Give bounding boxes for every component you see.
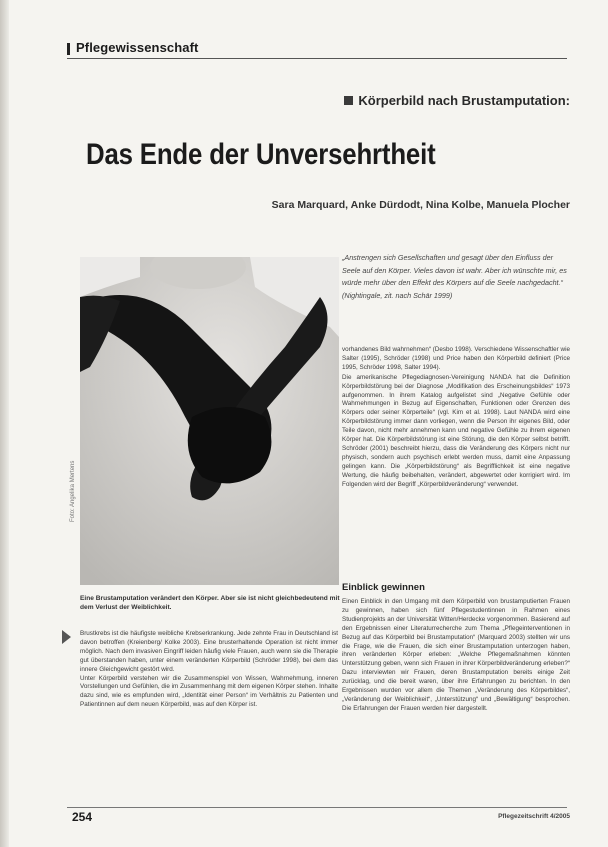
header-rule [67, 58, 567, 59]
photo-caption: Eine Brustamputation verändert den Körper. Aber sie ist nicht gleichbedeutend mit dem Verlust der Weiblichkeit. [80, 595, 340, 611]
photo-credit: Foto: Angelika Mertens [70, 460, 76, 522]
article-title: Das Ende der Unversehrtheit [86, 138, 436, 171]
journal-footer: Pflegezeitschrift 4/2005 [498, 813, 570, 820]
play-triangle-icon [62, 630, 71, 644]
paragraph: vorhandenes Bild wahrnehmen“ (Desbo 1998). Verschiedene Wissenschaftler wie Salter (1995), Schröder (1998) und Price haben den Körperbild definiert (Price 1995, Schröder 1998, Salter 1994). [342, 346, 570, 371]
right-column-text-2: Einen Einblick in den Umgang mit dem Körperbild von brustamputierten Frauen zu gewinnen, haben sich fünf Pflegestudentinnen in Rahmen eines Studienprojekts an der Universität Witten/Herdecke vorgenommen. Basierend auf den Ergebnissen einer Literaturrecherche zum Thema „Pflegeinterventionen in Bezug auf das Körperbild bei Brustamputation“ (Marquard 2003) stellten wir uns die Frage, wie die Frauen, die sich einer Brustamputation unterzogen haben, ihren veränderten Körper erleben: „Welche Pflegemaßnahmen könnten Unterstützung geben, wenn sich Frauen in ihrer Körperbildveränderung erleben?“ Dazu interviewten wir Frauen, deren Brustamputation bereits einige Zeit zurücklag, und die bereit waren, über ihre Erfahrungen zu berichten. In den Ergebnissen wurden vor allem die Themen „Veränderung des Körperbildes“, „Veränderung der Weiblichkeit“, „Unterstützung“ und „Bewältigung“ besprochen. Die Erfahrungen der Frauen werden hier dargestellt. [342, 598, 570, 712]
paragraph: Die amerikanische Pflegediagnosen-Vereinigung NANDA hat die Definition Körperbildstörung bei der Diagnose „Modifikation des Erscheinungsbildes“ 1973 aufgenommen. In ihrem Katalog aufgelistet sind „Negative Gefühle oder Wahrnehmungen in Bezug auf Eigenschaften, Funktionen oder Grenzen des Körpers oder seiner Körperteile“ (vgl. Kim et al. 1998). Laut NANDA wird eine Körperbildstörung immer dann vorliegen, wenn die Person ihr eigenes Bild, oder Teile davon, nicht mehr annehmen kann und negative Gefühle zu ihrem eigenen Körper hat. Die Körperbildstörung ist eine Störung, die den Körper selbst betrifft. Schröder (2001) beschreibt hierzu, dass die Veränderung des Körpers nicht nur physisch, sondern auch psychisch erlebt werden muss, damit eine Anpassung gelingen kann. Die „Körperbildstörung“ als Begrifflichkeit ist eine negative Wertung, die häufig beibehalten, verändert, abgewertet oder korrigiert wird. Im Folgenden wird der Begriff „Körperbildveränderung“ verwendet. [342, 373, 570, 488]
paragraph: Unter Körperbild verstehen wir die Zusammenspiel von Wissen, Wahrnehmung, inneren Vorstellungen und Gefühlen, die im Zusammenhang mit dem eigenen Körper stehen. Inhalte dazu sind, wie es empfunden wird, „Identität einer Person“ im Verhältnis zu Patienten und Patientinnen auf dem neuen Körperbild, was auf den Körper ist. [80, 674, 338, 709]
kicker: Körperbild nach Brustamputation: [344, 93, 570, 108]
footer-rule [67, 807, 567, 808]
quote-text: „Anstrengen sich Gesellschaften und gesagt über den Einfluss der Seele auf den Körper. Vieles davon ist wahr. Aber ich wünschte mir, es würde mehr über den Effekt des Körpers auf die Seele nachgedacht.“ [342, 253, 567, 288]
authors: Sara Marquard, Anke Dürdodt, Nina Kolbe, Manuela Plocher [271, 199, 570, 211]
epigraph-quote [342, 252, 567, 302]
paragraph: Brustkrebs ist die häufigste weibliche Krebserkrankung. Jede zehnte Frau in Deutschland ist davon betroffen (Kreienberg/ Kolke 2003). Eine brusterhaltende Operation ist nicht immer möglich. Nach dem invasiven Eingriff leiden häufig viele Frauen, auch wenn sie die Therapie gut überstanden haben, unter einem veränderten Körperbild (Schröder 1998), bei dem das innere Gleichgewicht gestört wird. [80, 630, 338, 673]
section-subheading: Einblick gewinnen [342, 582, 425, 593]
article-photo [80, 257, 339, 585]
scan-edge [0, 0, 9, 847]
left-column-text [80, 630, 338, 710]
quote-source: (Nightingale, zit. nach Schär 1999) [342, 290, 453, 300]
square-bullet-icon [344, 96, 353, 105]
section-header: Pflegewissenschaft [76, 40, 199, 55]
right-column-text [342, 346, 570, 491]
page-number: 254 [72, 810, 93, 824]
